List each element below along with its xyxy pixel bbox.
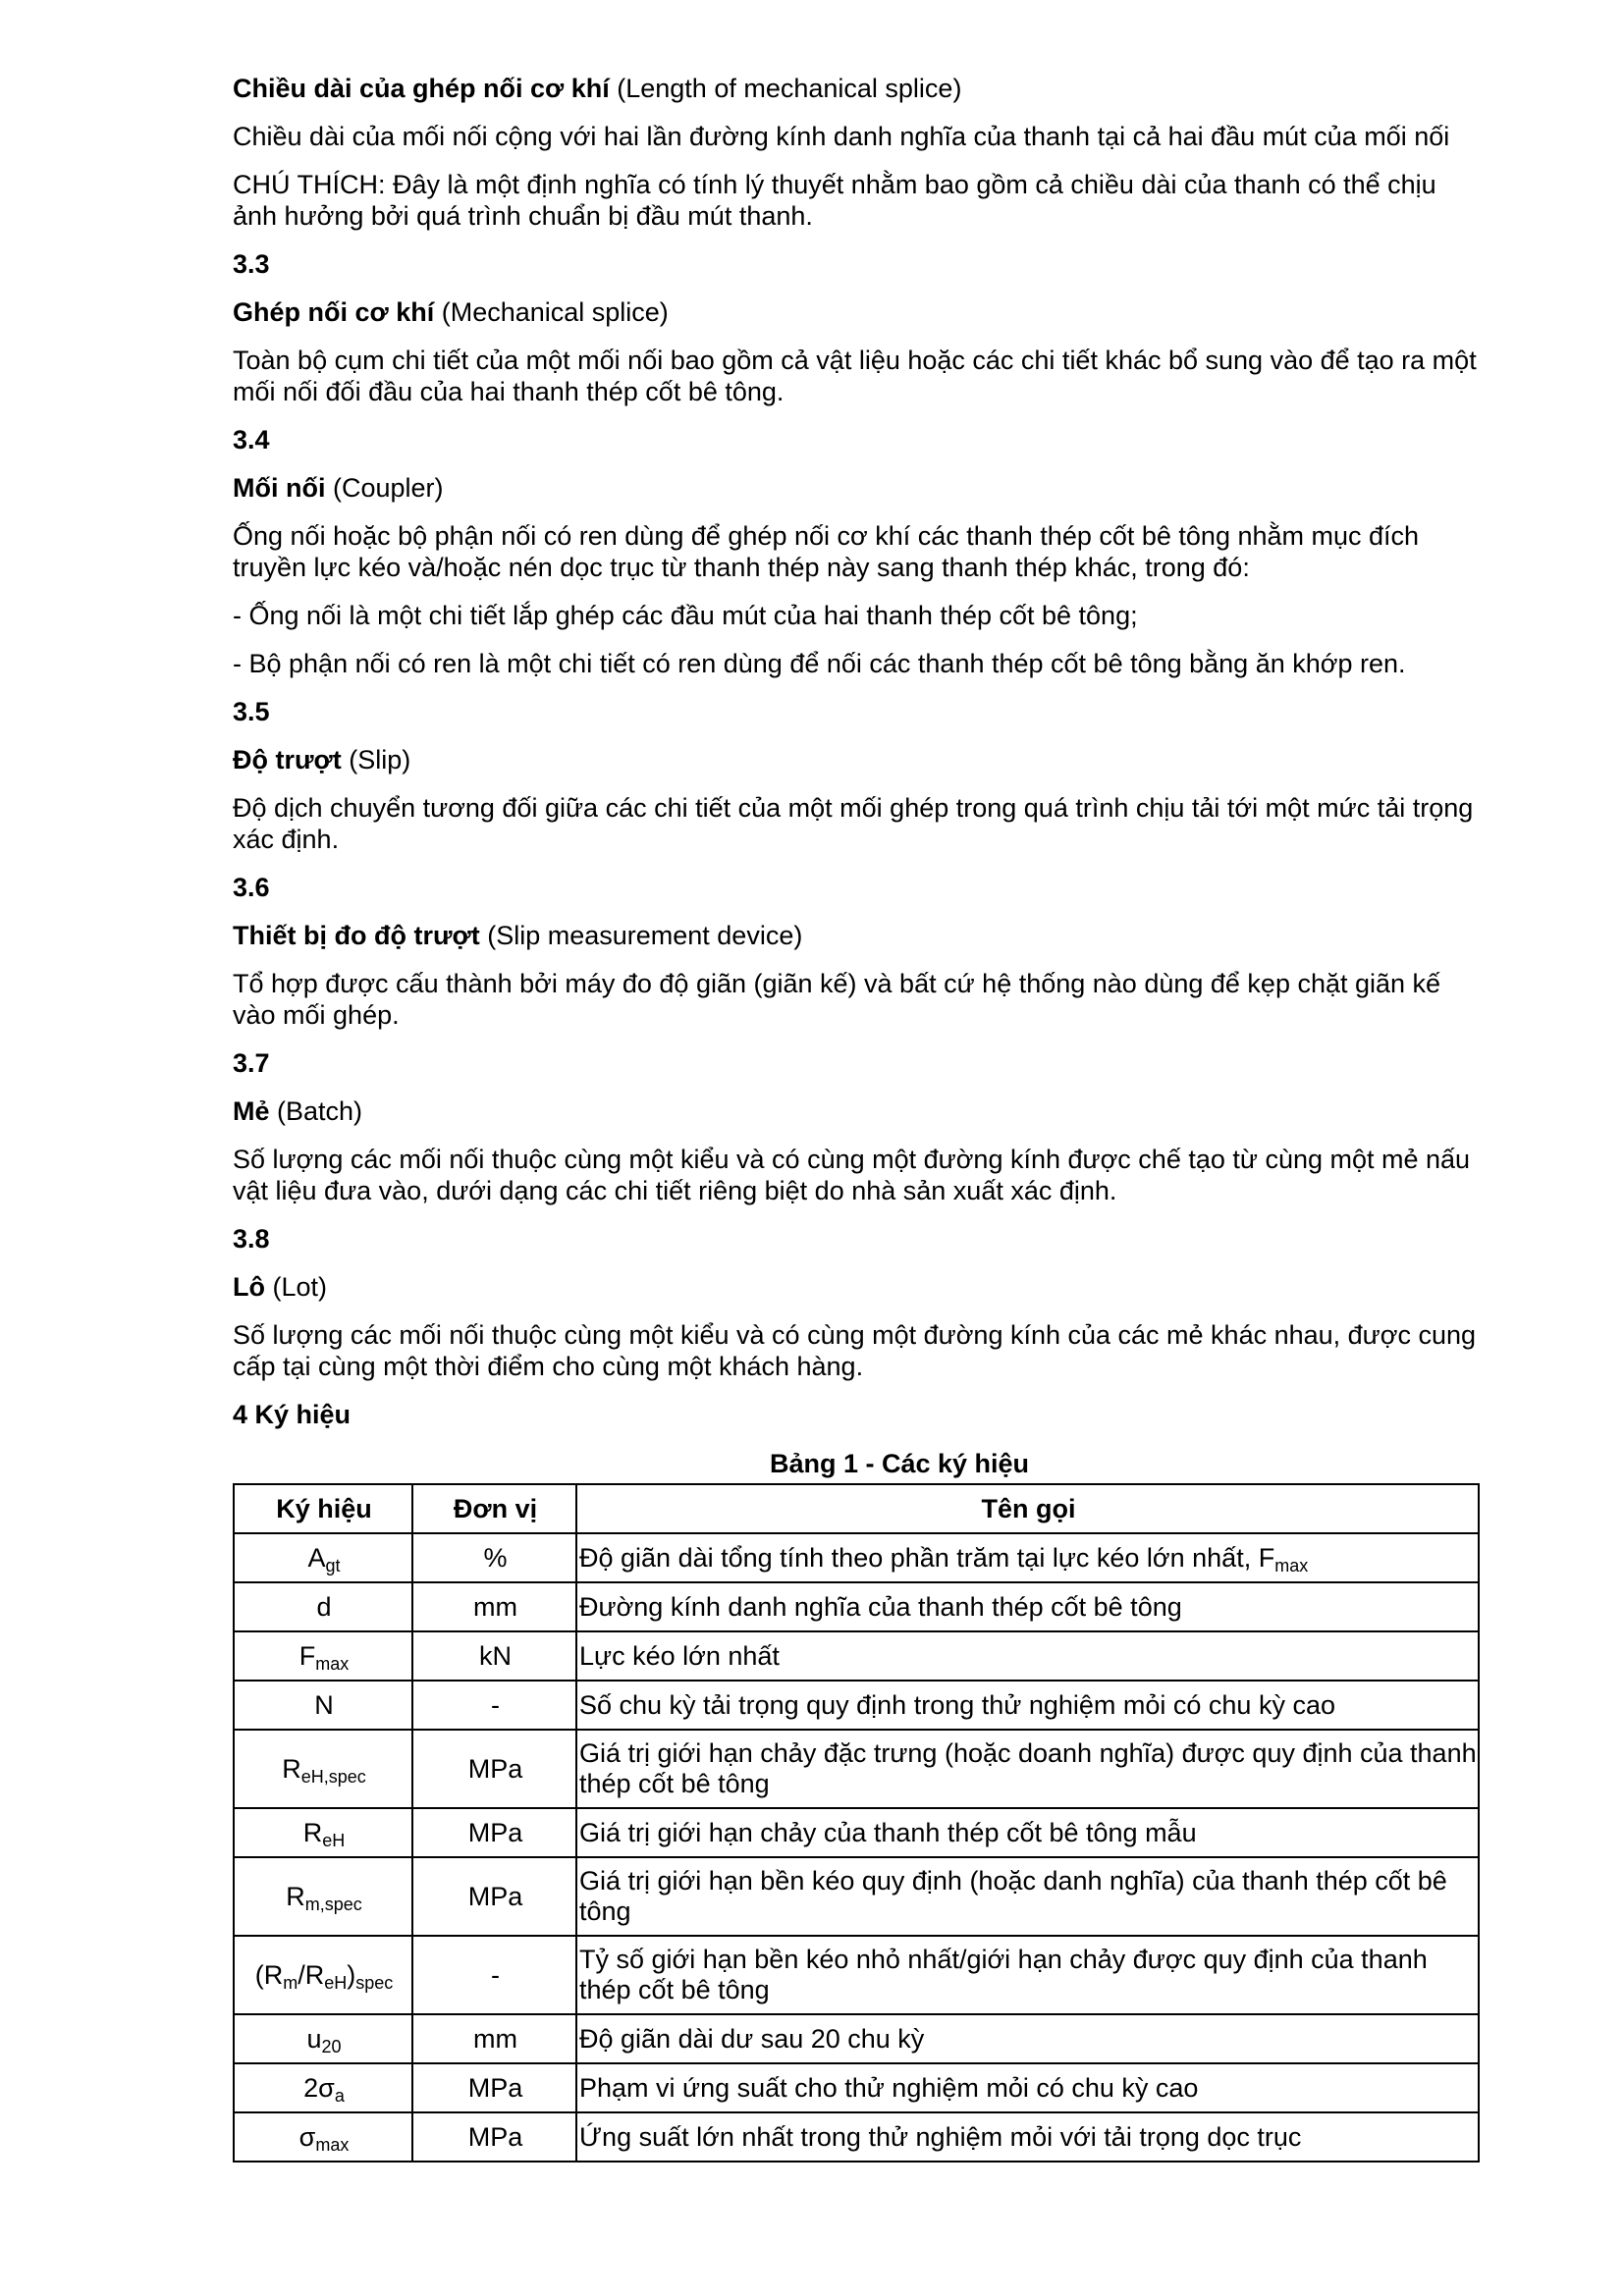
table-row — [234, 1533, 1479, 1582]
symbol-text: σ — [298, 2121, 316, 2152]
paragraph: Ống nối hoặc bộ phận nối có ren dùng để ghép nối cơ khí các thanh thép cốt bê tông nhằm mục đích truyền lực kéo và/hoặc nén dọc trục từ thanh thép này sang thanh thép khác, trong đó: — [233, 521, 1420, 582]
term-heading — [233, 744, 1478, 775]
paragraph: Độ dịch chuyển tương đối giữa các chi tiết của một mối ghép trong quá trình chịu tải tới một mức tải trọng xác định. — [233, 793, 1474, 854]
term-name: Mối nối — [233, 473, 326, 503]
symbol-subscript: m — [283, 1972, 298, 1993]
symbol-subscript: a — [334, 2085, 345, 2106]
term-english: (Slip) — [341, 745, 411, 774]
unit-cell: mm — [412, 2014, 576, 2063]
header-symbol: Ký hiệu — [234, 1484, 412, 1533]
symbol-subscript: eH — [322, 1830, 346, 1850]
description-text: Độ giãn dài tổng tính theo phần trăm tại lực kéo lớn nhất, F — [579, 1542, 1275, 1573]
table-row — [234, 1808, 1479, 1857]
term-name: Ghép nối cơ khí — [233, 297, 435, 327]
term-name: Thiết bị đo độ trượt — [233, 921, 480, 950]
symbol-text: (R — [254, 1959, 284, 1990]
description-subscript: max — [1274, 1555, 1309, 1575]
symbol-text: R — [286, 1881, 305, 1911]
term-name: Độ trượt — [233, 745, 342, 774]
description-cell — [576, 2112, 1479, 2162]
symbol-text: d — [316, 1591, 332, 1622]
paragraph: - Bộ phận nối có ren là một chi tiết có ren dùng để nối các thanh thép cốt bê tông bằng ăn khớp ren. — [233, 649, 1406, 678]
paragraph: Số lượng các mối nối thuộc cùng một kiểu và có cùng một đường kính được chế tạo từ cùng một mẻ nấu vật liệu đưa vào, dưới dạng các chi tiết riêng biệt do nhà sản xuất xác định. — [233, 1145, 1471, 1205]
symbol-text: ) — [347, 1959, 356, 1990]
header-unit: Đơn vị — [412, 1484, 576, 1533]
unit-cell: % — [412, 1533, 576, 1582]
unit-cell: MPa — [412, 1857, 576, 1936]
paragraph: Toàn bộ cụm chi tiết của một mối nối bao gồm cả vật liệu hoặc các chi tiết khác bổ sung vào để tạo ra một mối nối đối đầu của hai thanh thép cốt bê tông. — [233, 346, 1477, 406]
paragraph: Số lượng các mối nối thuộc cùng một kiểu và có cùng một đường kính của các mẻ khác nhau, được cung cấp tại cùng một thời điểm cho cùng một khách hàng. — [233, 1320, 1477, 1381]
table-row — [234, 2063, 1479, 2112]
table-row — [234, 1730, 1479, 1808]
symbol-subscript: m,spec — [304, 1894, 362, 1914]
symbol-cell — [234, 1533, 412, 1582]
symbol-cell — [234, 1681, 412, 1730]
symbols-table — [233, 1483, 1480, 2163]
unit-cell: MPa — [412, 2112, 576, 2162]
description-cell — [576, 1936, 1479, 2014]
unit-cell: mm — [412, 1582, 576, 1631]
document-body — [233, 73, 1478, 1382]
term-heading — [233, 1271, 1478, 1303]
symbol-subscript: spec — [355, 1972, 394, 1993]
description-text: Lực kéo lớn nhất — [579, 1640, 780, 1671]
description-text: Đường kính danh nghĩa của thanh thép cốt bê tông — [579, 1591, 1182, 1622]
section-number: 3.3 — [233, 249, 270, 279]
table-row — [234, 1936, 1479, 2014]
symbol-text: R — [282, 1753, 301, 1784]
symbol-subscript: max — [315, 1653, 350, 1674]
symbol-cell — [234, 1582, 412, 1631]
term-heading — [233, 920, 1478, 951]
table-row — [234, 1857, 1479, 1936]
table-row — [234, 2014, 1479, 2063]
symbol-text: 2σ — [303, 2072, 335, 2103]
symbol-text: R — [302, 1817, 323, 1847]
term-english: (Slip measurement device) — [479, 921, 803, 950]
term-english: (Batch) — [269, 1096, 363, 1126]
description-text: Độ giãn dài dư sau 20 chu kỳ — [579, 2023, 925, 2054]
term-english: (Mechanical splice) — [434, 297, 669, 327]
description-cell — [576, 1533, 1479, 1582]
symbol-cell — [234, 1730, 412, 1808]
unit-cell: MPa — [412, 2063, 576, 2112]
document-page — [233, 73, 1478, 2163]
symbol-cell — [234, 2063, 412, 2112]
description-text: Giá trị giới hạn bền kéo quy định (hoặc danh nghĩa) của thanh thép cốt bê tông — [579, 1866, 1447, 1926]
section-number: 3.4 — [233, 425, 270, 454]
description-text: Số chu kỳ tải trọng quy định trong thử nghiệm mỏi có chu kỳ cao — [579, 1689, 1335, 1720]
term-english: (Lot) — [265, 1272, 328, 1302]
description-cell — [576, 1808, 1479, 1857]
term-heading — [233, 73, 1478, 104]
description-text: Giá trị giới hạn chảy của thanh thép cốt bê tông mẫu — [579, 1817, 1197, 1847]
description-cell — [576, 1681, 1479, 1730]
section-number: 3.8 — [233, 1224, 270, 1254]
unit-cell: - — [412, 1681, 576, 1730]
symbol-subscript: max — [315, 2134, 350, 2155]
paragraph: Tổ hợp được cấu thành bởi máy đo độ giãn (giãn kế) và bất cứ hệ thống nào dùng để kẹp chặt giãn kế vào mối ghép. — [233, 969, 1441, 1030]
symbol-subscript: 20 — [321, 2036, 342, 2056]
section-number: 3.5 — [233, 697, 270, 726]
symbol-cell — [234, 2112, 412, 2162]
term-english: (Coupler) — [325, 473, 444, 503]
section-number: 3.7 — [233, 1048, 270, 1078]
description-text: Tỷ số giới hạn bền kéo nhỏ nhất/giới hạn chảy được quy định của thanh thép cốt bê tông — [579, 1945, 1428, 2004]
header-name: Tên gọi — [576, 1484, 1479, 1533]
table-header-row — [234, 1484, 1479, 1533]
section-number: 3.6 — [233, 873, 270, 902]
symbol-text: N — [314, 1689, 334, 1720]
symbol-subscript: eH — [324, 1972, 348, 1993]
symbol-cell — [234, 1808, 412, 1857]
term-name: Mẻ — [233, 1096, 270, 1126]
unit-cell: - — [412, 1936, 576, 2014]
description-text: Giá trị giới hạn chảy đặc trưng (hoặc doanh nghĩa) được quy định của thanh thép cốt bê tông — [579, 1738, 1477, 1798]
term-english: (Length of mechanical splice) — [609, 74, 962, 103]
term-heading — [233, 472, 1478, 504]
table-caption: Bảng 1 - Các ký hiệu — [769, 1449, 1030, 1478]
unit-cell: MPa — [412, 1808, 576, 1857]
symbol-text: F — [298, 1640, 316, 1671]
symbol-cell — [234, 2014, 412, 2063]
table-row — [234, 2112, 1479, 2162]
description-cell — [576, 1582, 1479, 1631]
symbol-cell — [234, 1936, 412, 2014]
description-text: Ứng suất lớn nhất trong thử nghiệm mỏi với tải trọng dọc trục — [579, 2121, 1302, 2152]
table-row — [234, 1681, 1479, 1730]
term-heading — [233, 296, 1478, 328]
symbol-cell — [234, 1857, 412, 1936]
unit-cell: MPa — [412, 1730, 576, 1808]
paragraph: - Ống nối là một chi tiết lắp ghép các đầu mút của hai thanh thép cốt bê tông; — [233, 601, 1138, 630]
unit-cell: kN — [412, 1631, 576, 1681]
symbol-subscript: eH,spec — [300, 1766, 366, 1787]
term-name: Lô — [233, 1272, 265, 1302]
paragraph: Chiều dài của mối nối cộng với hai lần đường kính danh nghĩa của thanh tại cả hai đầu mút của mối nối — [233, 122, 1450, 151]
table-row — [234, 1631, 1479, 1681]
table-row — [234, 1582, 1479, 1631]
symbol-cell — [234, 1631, 412, 1681]
description-text: Phạm vi ứng suất cho thử nghiệm mỏi có chu kỳ cao — [579, 2072, 1199, 2103]
term-name: Chiều dài của ghép nối cơ khí — [233, 74, 610, 103]
description-cell — [576, 2014, 1479, 2063]
description-cell — [576, 1730, 1479, 1808]
term-heading — [233, 1095, 1478, 1127]
symbol-text: A — [307, 1542, 326, 1573]
symbol-text: u — [306, 2023, 322, 2054]
paragraph: CHÚ THÍCH: Đây là một định nghĩa có tính lý thuyết nhằm bao gồm cả chiều dài của thanh có thể chịu ảnh hưởng bởi quá trình chuẩn bị đầu mút thanh. — [233, 170, 1436, 231]
description-cell — [576, 1857, 1479, 1936]
table-body — [234, 1533, 1479, 2162]
symbol-subscript: gt — [325, 1555, 341, 1575]
description-cell — [576, 1631, 1479, 1681]
section-4-heading: 4 Ký hiệu — [233, 1400, 352, 1429]
symbol-text: /R — [298, 1959, 325, 1990]
description-cell — [576, 2063, 1479, 2112]
